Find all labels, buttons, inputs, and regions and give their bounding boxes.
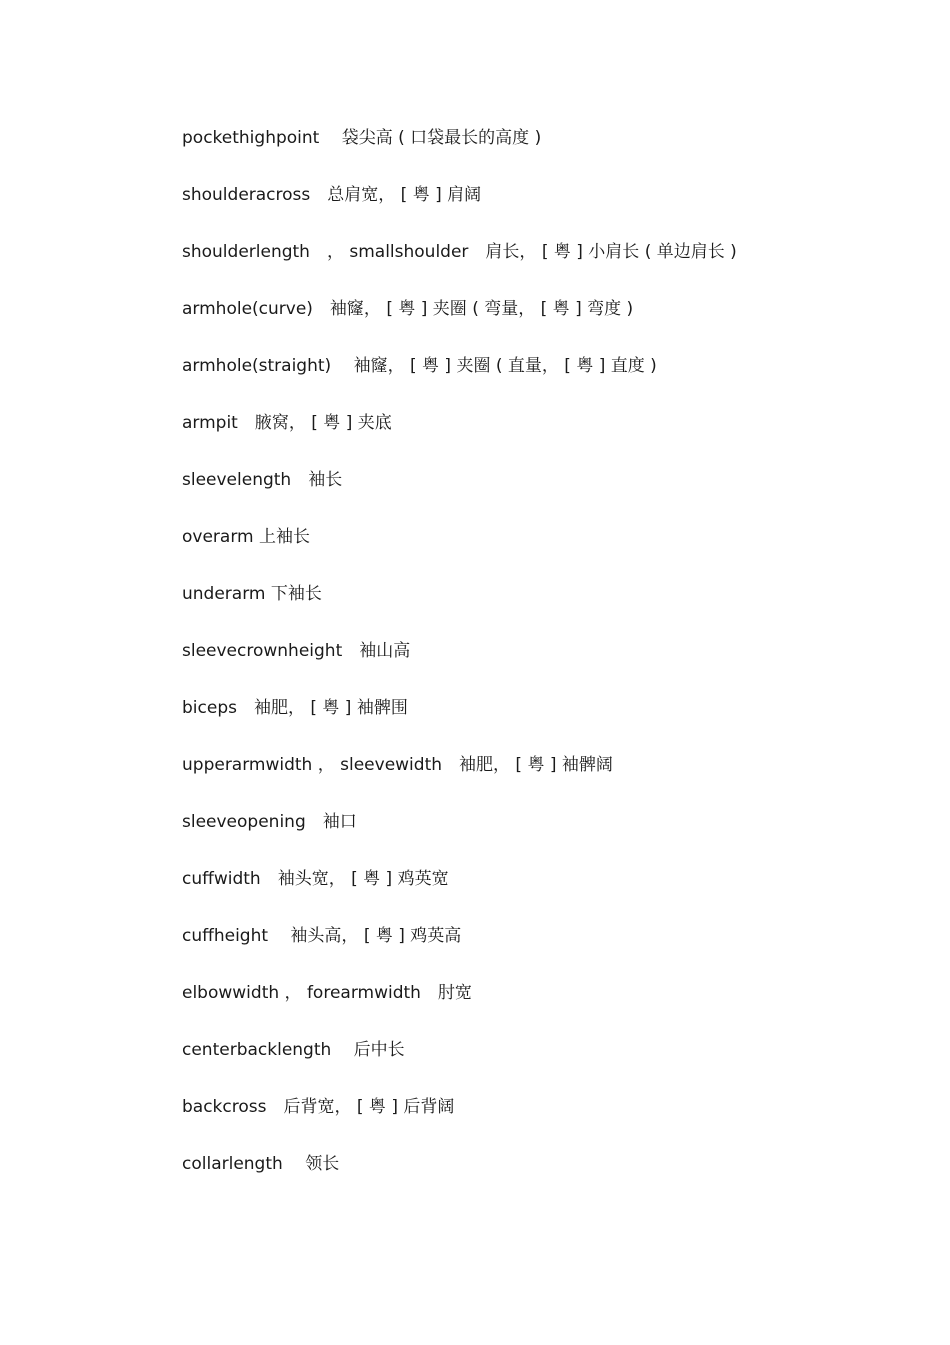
glossary-list xyxy=(182,126,882,1209)
glossary-entry xyxy=(182,639,882,696)
glossary-entry xyxy=(182,924,882,981)
glossary-entry xyxy=(182,810,882,867)
entry-text: collarlength 领长 xyxy=(182,1154,340,1174)
glossary-entry xyxy=(182,867,882,924)
glossary-entry xyxy=(182,582,882,639)
entry-text: shoulderacross 总肩宽， [ 粤 ] 肩阔 xyxy=(182,185,482,205)
glossary-entry xyxy=(182,1038,882,1095)
glossary-entry xyxy=(182,753,882,810)
glossary-entry xyxy=(182,126,882,183)
glossary-entry xyxy=(182,297,882,354)
entry-text: cuffheight 袖头高， [ 粤 ] 鸡英高 xyxy=(182,926,462,946)
entry-text: centerbacklength 后中长 xyxy=(182,1040,405,1060)
glossary-entry xyxy=(182,525,882,582)
entry-text: underarm 下袖长 xyxy=(182,584,322,604)
entry-text: sleevecrownheight 袖山高 xyxy=(182,641,411,661)
entry-text: armpit 腋窝， [ 粤 ] 夹底 xyxy=(182,413,392,433)
glossary-entry xyxy=(182,411,882,468)
glossary-entry xyxy=(182,1095,882,1152)
glossary-entry xyxy=(182,696,882,753)
glossary-entry xyxy=(182,468,882,525)
glossary-entry xyxy=(182,183,882,240)
entry-text: cuffwidth 袖头宽， [ 粤 ] 鸡英宽 xyxy=(182,869,449,889)
entry-text: sleeveopening 袖口 xyxy=(182,812,357,832)
entry-text: backcross 后背宽， [ 粤 ] 后背阔 xyxy=(182,1097,455,1117)
entry-text: biceps 袖肥， [ 粤 ] 袖髀围 xyxy=(182,698,408,718)
entry-text: pockethighpoint 袋尖高 ( 口袋最长的高度 ) xyxy=(182,128,542,148)
entry-text: shoulderlength ， smallshoulder 肩长， [ 粤 ] 小肩长 ( 单边肩长 ) xyxy=(182,242,737,262)
entry-text: armhole(straight) 袖窿， [ 粤 ] 夹圈 ( 直量， [ 粤 ] 直度 ) xyxy=(182,356,657,376)
glossary-entry xyxy=(182,981,882,1038)
entry-text: elbowwidth ， forearmwidth 肘宽 xyxy=(182,983,472,1003)
glossary-entry xyxy=(182,1152,882,1209)
entry-text: overarm 上袖长 xyxy=(182,527,310,547)
glossary-entry xyxy=(182,240,882,297)
entry-text: sleevelength 袖长 xyxy=(182,470,343,490)
glossary-entry xyxy=(182,354,882,411)
entry-text: armhole(curve) 袖窿， [ 粤 ] 夹圈 ( 弯量， [ 粤 ] 弯度 ) xyxy=(182,299,634,319)
entry-text: upperarmwidth ， sleevewidth 袖肥， [ 粤 ] 袖髀阔 xyxy=(182,755,613,775)
